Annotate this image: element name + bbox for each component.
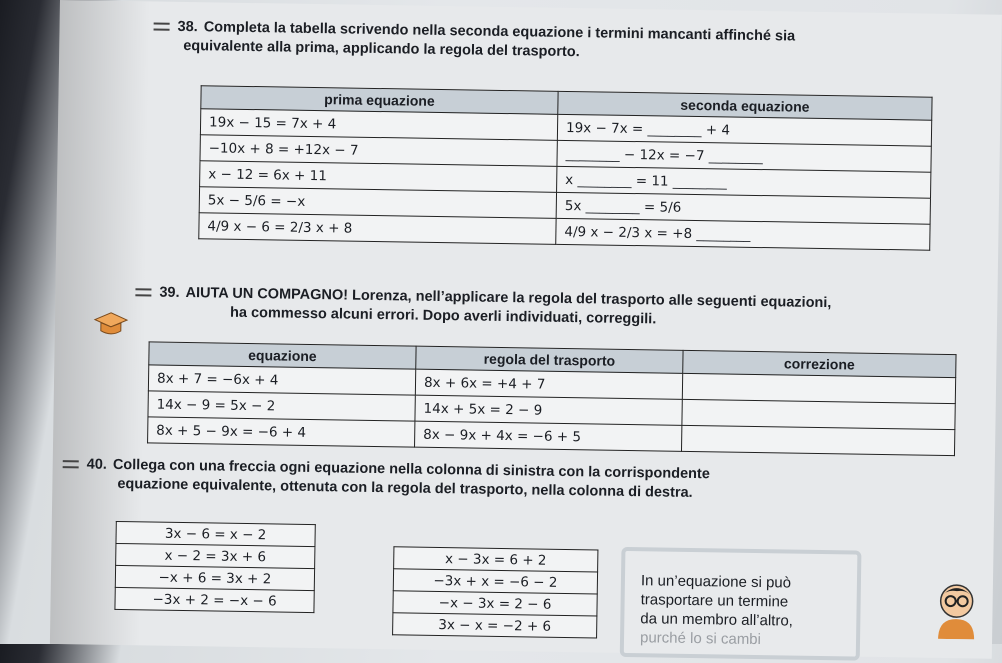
second-equation-blank[interactable]: 4/9 x − 2/3 x = +8 ________ — [556, 218, 930, 250]
exercise-text: AIUTA UN COMPAGNO! Lorenza, nell’applicare la regola del trasporto alle seguenti equazioni, — [185, 285, 831, 311]
difficulty-marker-icon — [135, 288, 151, 296]
difficulty-marker-icon — [63, 460, 79, 468]
equation-cell: 8x + 5 − 9x = −6 + 4 — [148, 417, 415, 447]
graduation-cap-icon — [93, 310, 129, 341]
right-equation[interactable]: −3x + x = −6 − 2 — [393, 569, 597, 594]
exercise-text: Collega con una freccia ogni equazione nella colonna di sinistra con la corrispondente — [113, 457, 710, 482]
exercise-38-table — [198, 85, 932, 250]
student-avatar-icon — [930, 579, 983, 640]
second-equation-blank[interactable]: 19x − 7x = ________ + 4 — [557, 114, 931, 146]
transport-cell: 14x + 5x = 2 − 9 — [415, 395, 682, 425]
tip-line: purché lo si cambi — [640, 628, 846, 650]
tip-line: In un’equazione si può — [641, 571, 847, 593]
correction-cell[interactable] — [681, 425, 954, 455]
exercise-text-cont: equivalente alla prima, applicando la regola del trasporto. — [153, 36, 795, 65]
left-equation[interactable]: x − 2 = 3x + 6 — [116, 543, 315, 568]
exercise-40 — [62, 455, 710, 503]
right-equation[interactable]: 3x − x = −2 + 6 — [393, 613, 597, 638]
exercise-number: 38. — [177, 19, 197, 35]
exercise-38 — [153, 17, 795, 65]
left-equation[interactable]: −x + 6 = 3x + 2 — [115, 565, 314, 590]
first-equation: 5x − 5/6 = −x — [199, 187, 556, 219]
left-equation[interactable]: 3x − 6 = x − 2 — [116, 521, 315, 546]
column-header: correzione — [683, 350, 956, 377]
left-equations-column — [114, 521, 315, 613]
first-equation: 19x − 15 = 7x + 4 — [200, 109, 557, 141]
transport-cell: 8x − 9x + 4x = −6 + 5 — [415, 421, 682, 451]
right-equation[interactable]: −x − 3x = 2 − 6 — [393, 591, 597, 616]
first-equation: −10x + 8 = +12x − 7 — [200, 135, 557, 167]
first-equation: 4/9 x − 6 = 2/3 x + 8 — [199, 213, 556, 245]
textbook-page — [50, 0, 1002, 659]
second-equation-blank[interactable]: 5x ________ = 5/6 — [556, 192, 930, 224]
exercise-text-cont: ha commesso alcuni errori. Dopo averli individuati, correggili. — [135, 302, 831, 332]
right-equation[interactable]: x − 3x = 6 + 2 — [394, 547, 598, 572]
exercise-text: Completa la tabella scrivendo nella seconda equazione i termini mancanti affinché sia — [204, 19, 796, 44]
transport-cell: 8x + 6x = +4 + 7 — [415, 369, 682, 399]
equation-cell: 8x + 7 = −6x + 4 — [148, 365, 415, 395]
exercise-39 — [135, 283, 832, 332]
column-header: equazione — [149, 342, 416, 369]
equation-cell: 14x − 9 = 5x − 2 — [148, 391, 415, 421]
exercise-text-cont: equazione equivalente, ottenuta con la regola del trasporto, nella colonna di destra. — [62, 474, 709, 503]
first-equation: x − 12 = 6x + 11 — [200, 161, 557, 193]
column-header: prima equazione — [201, 86, 558, 115]
second-equation-blank[interactable]: x ________ = 11 ________ — [557, 166, 931, 198]
column-header: seconda equazione — [558, 91, 932, 120]
tip-line: da un membro all’altro, — [640, 609, 846, 631]
exercise-number: 39. — [159, 285, 179, 301]
exercise-39-table — [147, 341, 957, 456]
left-equation[interactable]: −3x + 2 = −x − 6 — [115, 587, 314, 612]
difficulty-marker-icon — [154, 23, 170, 31]
column-header: regola del trasporto — [416, 346, 683, 373]
tip-line: trasportare un termine — [641, 590, 847, 612]
right-equations-column — [392, 546, 598, 638]
exercise-number: 40. — [87, 456, 107, 472]
second-equation-blank[interactable]: ________ − 12x = −7 ________ — [557, 140, 931, 172]
